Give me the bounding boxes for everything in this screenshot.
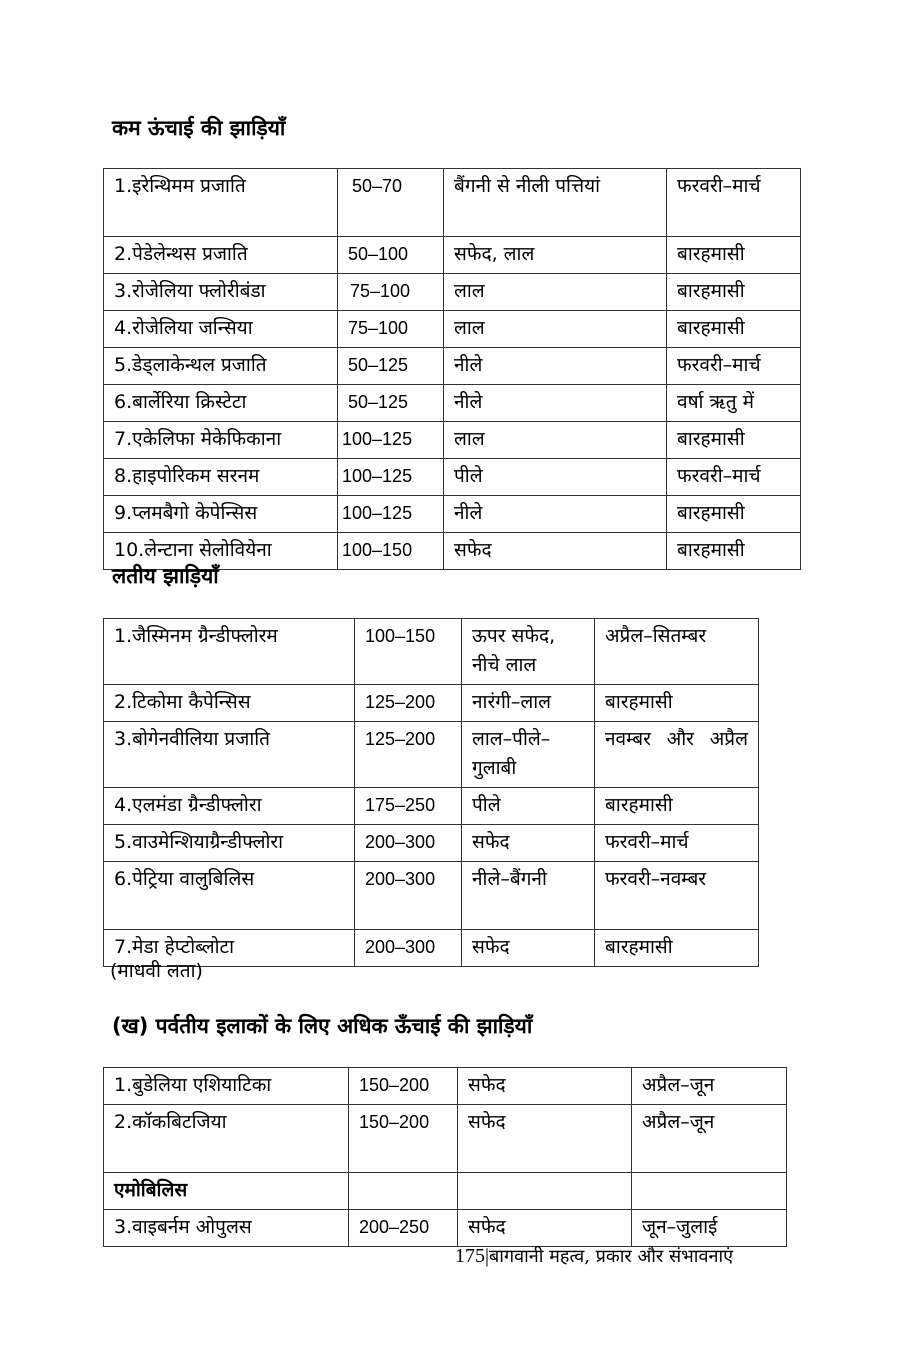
height-cell: 100–125: [338, 459, 444, 496]
plant-name-cell: 1.इरेन्थिमम प्रजाति: [104, 169, 338, 237]
table-row: [104, 237, 801, 274]
flowering-season-cell: बारहमासी: [667, 533, 801, 570]
plant-name-cell: 4.एलमंडा ग्रैन्डीफ्लोरा: [104, 788, 355, 825]
flower-color-cell: बैंगनी से नीली पत्तियां: [444, 169, 667, 237]
height-cell: 50–100: [338, 237, 444, 274]
table-row: [104, 685, 759, 722]
plant-name-cell: 6.बार्लेरिया क्रिस्टेटा: [104, 385, 338, 422]
flowering-season-cell: फरवरी–मार्च: [667, 169, 801, 237]
height-cell: 200–300: [355, 825, 462, 862]
table-footnote: (माधवी लता): [110, 960, 203, 982]
plant-name-cell: 2.टिकोमा कैपेन्सिस: [104, 685, 355, 722]
flowering-season-cell: बारहमासी: [667, 496, 801, 533]
height-cell: 75–100: [338, 274, 444, 311]
book-title: बागवानी महत्व, प्रकार और संभावनाएं: [489, 1246, 734, 1267]
flower-color-cell: सफेद: [462, 930, 595, 967]
flower-color-cell: नारंगी–लाल: [462, 685, 595, 722]
flowering-season-cell: बारहमासी: [595, 788, 759, 825]
height-cell: 75–100: [338, 311, 444, 348]
flowering-season-cell: फरवरी–मार्च: [667, 348, 801, 385]
table-row: [104, 385, 801, 422]
table-row: [104, 459, 801, 496]
plant-name-cell: 6.पेट्रिया वालुबिलिस: [104, 862, 355, 930]
table-row: [104, 1068, 787, 1105]
flowering-season-cell: अप्रैल–जून: [632, 1068, 787, 1105]
height-cell: 125–200: [355, 722, 462, 788]
flowering-season-cell: [632, 1173, 787, 1210]
flower-color-cell: लाल: [444, 311, 667, 348]
flower-color-cell: सफेद: [458, 1105, 632, 1173]
flower-color-cell: [458, 1173, 632, 1210]
table-row: [104, 496, 801, 533]
flower-color-cell: नीले–बैंगनी: [462, 862, 595, 930]
plant-name-cell: 3.रोजेलिया फ्लोरीबंडा: [104, 274, 338, 311]
flowering-season-cell: जून–जुलाई: [632, 1210, 787, 1247]
table-row: [104, 422, 801, 459]
table-row: [104, 788, 759, 825]
flower-color-cell: सफेद, लाल: [444, 237, 667, 274]
table-row: [104, 722, 759, 788]
section-heading-hill-shrubs: (ख) पर्वतीय इलाकों के लिए अधिक ऊँचाई की झाड़ियाँ: [112, 1014, 533, 1038]
flowering-season-cell: अप्रैल–सितम्बर: [595, 619, 759, 685]
flower-color-cell: लाल: [444, 274, 667, 311]
flower-color-cell: लाल–पीले–गुलाबी: [462, 722, 595, 788]
height-cell: 50–125: [338, 385, 444, 422]
plant-name-cell: 1.बुडेलिया एशियाटिका: [104, 1068, 349, 1105]
table-row: [104, 862, 759, 930]
page-number: 175|: [455, 1245, 490, 1267]
flowering-season-cell: बारहमासी: [595, 685, 759, 722]
plant-name-cell: 9.प्लमबैगो केपेन्सिस: [104, 496, 338, 533]
flowering-season-cell: बारहमासी: [667, 422, 801, 459]
flower-color-cell: सफेद: [444, 533, 667, 570]
flowering-season-cell: फरवरी–मार्च: [595, 825, 759, 862]
flowering-season-cell: बारहमासी: [595, 930, 759, 967]
height-cell: 100–125: [338, 422, 444, 459]
plant-name-cell: 2.कॉकबिटजिया: [104, 1105, 349, 1173]
page-footer: [455, 1244, 733, 1268]
flower-color-cell: ऊपर सफेद, नीचे लाल: [462, 619, 595, 685]
flowering-season-cell: बारहमासी: [667, 274, 801, 311]
plant-name-cell: 7.एकेलिफा मेकेफिकाना: [104, 422, 338, 459]
plant-name-cell: 4.रोजेलिया जन्सिया: [104, 311, 338, 348]
table-row: [104, 169, 801, 237]
height-cell: [349, 1173, 458, 1210]
flower-color-cell: सफेद: [462, 825, 595, 862]
height-cell: 200–250: [349, 1210, 458, 1247]
table-row: [104, 1173, 787, 1210]
flowering-season-cell: अप्रैल–जून: [632, 1105, 787, 1173]
height-cell: 100–150: [355, 619, 462, 685]
height-cell: 100–150: [338, 533, 444, 570]
flower-color-cell: नीले: [444, 385, 667, 422]
table-row: [104, 274, 801, 311]
flowering-season-cell: बारहमासी: [667, 311, 801, 348]
flowering-season-cell: नवम्बर और अप्रैल: [595, 722, 759, 788]
plant-name-cell: 5.डेड्लाकेन्थल प्रजाति: [104, 348, 338, 385]
height-cell: 175–250: [355, 788, 462, 825]
flower-color-cell: नीले: [444, 496, 667, 533]
height-cell: 50–125: [338, 348, 444, 385]
section-heading-climbing-shrubs: लतीय झाड़ियाँ: [112, 564, 219, 588]
height-cell: 150–200: [349, 1068, 458, 1105]
height-cell: 150–200: [349, 1105, 458, 1173]
plant-name-cell: 1.जैस्मिनम ग्रैन्डीफ्लोरम: [104, 619, 355, 685]
height-cell: 200–300: [355, 862, 462, 930]
height-cell: 50–70: [338, 169, 444, 237]
flower-color-cell: पीले: [462, 788, 595, 825]
flowering-season-cell: फरवरी–मार्च: [667, 459, 801, 496]
flower-color-cell: सफेद: [458, 1068, 632, 1105]
table-row: [104, 1210, 787, 1247]
plant-name-cell: 2.पेडेलेन्थस प्रजाति: [104, 237, 338, 274]
table-row: [104, 825, 759, 862]
flowering-season-cell: वर्षा ऋतु में: [667, 385, 801, 422]
flower-color-cell: लाल: [444, 422, 667, 459]
section-heading-low-shrubs: कम ऊंचाई की झाड़ियाँ: [112, 116, 286, 140]
plant-name-cell: एमोबिलिस: [104, 1173, 349, 1210]
climbing-shrubs-table: [103, 618, 759, 967]
height-cell: 125–200: [355, 685, 462, 722]
low-shrubs-table: [103, 168, 801, 570]
table-row: [104, 619, 759, 685]
plant-name-cell: 7.मेडा हेप्टोब्लोटा: [104, 930, 355, 967]
table-row: [104, 348, 801, 385]
plant-name-cell: 3.बोगेनवीलिया प्रजाति: [104, 722, 355, 788]
hill-shrubs-table: [103, 1067, 787, 1247]
flower-color-cell: नीले: [444, 348, 667, 385]
table-row: [104, 311, 801, 348]
flowering-season-cell: बारहमासी: [667, 237, 801, 274]
plant-name-cell: 3.वाइबर्नम ओपुलस: [104, 1210, 349, 1247]
height-cell: 200–300: [355, 930, 462, 967]
plant-name-cell: 10.लेन्टाना सेलोवियेना: [104, 533, 338, 570]
plant-name-cell: 8.हाइपोरिकम सरनम: [104, 459, 338, 496]
flower-color-cell: पीले: [444, 459, 667, 496]
flowering-season-cell: फरवरी–नवम्बर: [595, 862, 759, 930]
flower-color-cell: सफेद: [458, 1210, 632, 1247]
height-cell: 100–125: [338, 496, 444, 533]
table-row: [104, 1105, 787, 1173]
plant-name-cell: 5.वाउमेन्शियाग्रैन्डीफ्लोरा: [104, 825, 355, 862]
